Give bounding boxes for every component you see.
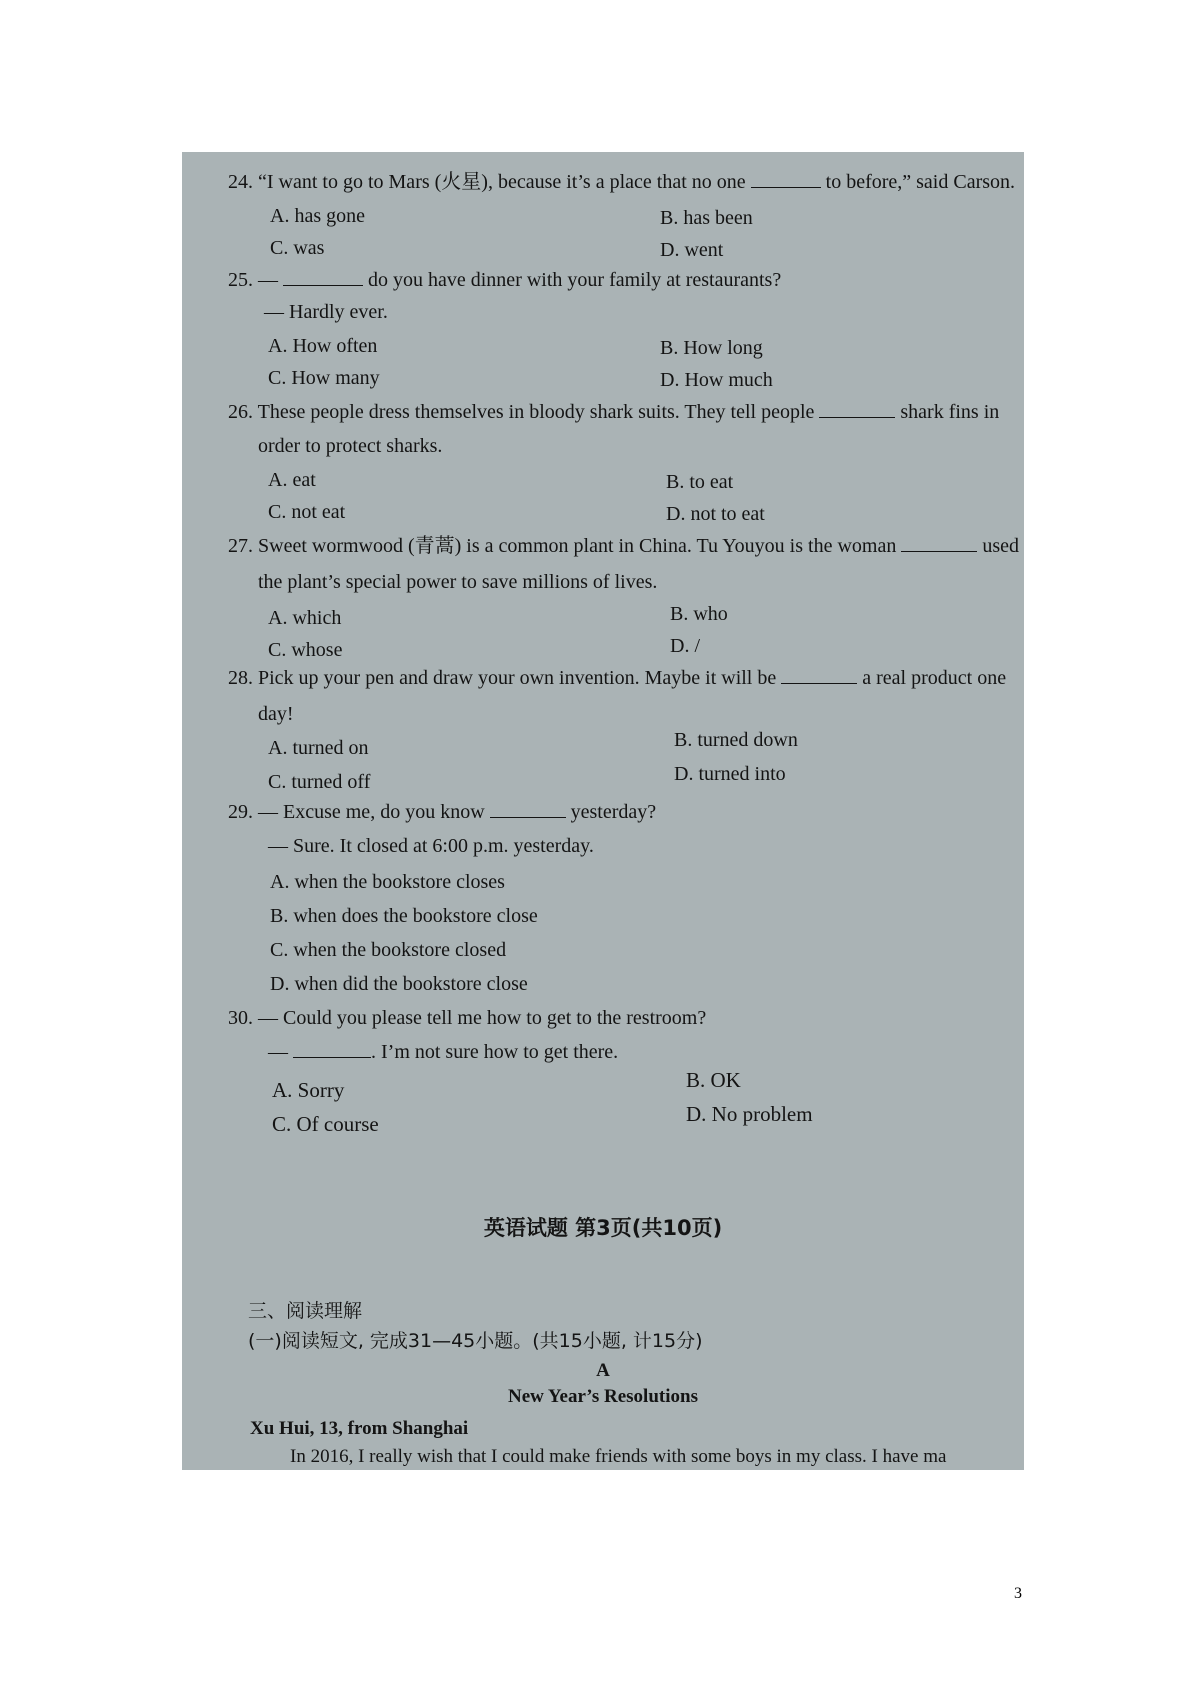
question-continuation: day! [258,703,294,725]
answer-blank [901,536,977,552]
question-number: 25. [228,269,253,291]
question-text: — Excuse me, do you know [258,801,485,823]
option-c: C. when the bookstore closed [270,939,507,961]
question-text: — Could you please tell me how to get to the restroom? [258,1007,707,1029]
question-text: Pick up your pen and draw your own invention. Maybe it will be [258,667,777,689]
page-number: 3 [1014,1585,1022,1602]
question-28 [228,668,1006,688]
option-c: C. Of course [272,1112,379,1136]
answer-blank [819,402,895,418]
option-d: D. went [660,239,724,261]
option-b: B. when does the bookstore close [270,905,538,927]
question-24 [228,172,1015,192]
option-d: D. when did the bookstore close [270,973,528,995]
option-a: A. eat [268,469,316,491]
answer-blank [283,270,363,286]
answer-blank [751,172,821,188]
option-b: B. turned down [674,729,798,751]
option-d: D. not to eat [666,503,765,525]
option-d: D. No problem [686,1102,813,1126]
question-text: These people dress themselves in bloody shark suits. They tell people [257,401,815,423]
reply-line: — Hardly ever. [264,301,388,323]
option-d: D. turned into [674,763,786,785]
scanned-exam-photo [182,152,1024,1470]
question-text: yesterday? [570,801,657,823]
option-a: A. How often [268,335,378,357]
question-text: shark fins in [900,401,1000,423]
option-c: C. was [270,237,325,259]
option-a: A. which [268,607,342,629]
question-29 [228,802,656,822]
passage-first-line: In 2016, I really wish that I could make friends with some boys in my class. I have ma [290,1446,947,1467]
exam-page-footer: 英语试题 第3页(共10页) [483,1216,723,1240]
question-number: 24. [228,171,253,193]
option-a: A. turned on [268,737,369,759]
section-instruction: (一)阅读短文, 完成31—45小题。(共15小题, 计15分) [248,1330,703,1352]
option-d: D. How much [660,369,773,391]
option-a: A. Sorry [272,1078,345,1102]
question-number: 26. [228,401,253,423]
option-c: C. not eat [268,501,346,523]
answer-blank [293,1042,371,1058]
dash: — [268,1041,288,1063]
question-number: 28. [228,667,253,689]
option-c: C. How many [268,367,380,389]
option-b: B. How long [660,337,763,359]
question-26 [228,402,999,422]
question-number: 27. [228,535,253,557]
answer-blank [490,802,566,818]
question-continuation: order to protect sharks. [258,435,443,457]
option-d: D. / [670,635,700,657]
reply-line: — Sure. It closed at 6:00 p.m. yesterday. [268,835,594,857]
question-text: do you have dinner with your family at restaurants? [368,269,782,291]
option-b: B. to eat [666,471,734,493]
option-b: B. who [670,603,728,625]
question-number: 29. [228,801,253,823]
question-text: to before,” said Carson. [825,171,1016,193]
option-b: B. has been [660,207,753,229]
question-30 [228,1008,706,1028]
option-c: C. turned off [268,771,371,793]
question-continuation: the plant’s special power to save millions of lives. [258,571,658,593]
option-c: C. whose [268,639,343,661]
question-text: — [258,269,278,291]
passage-letter: A [596,1360,610,1381]
question-25 [228,270,781,290]
passage-title: New Year’s Resolutions [508,1386,698,1407]
question-text: Sweet wormwood (青蒿) is a common plant in China. Tu Youyou is the woman [258,535,897,557]
reply-text: . I’m not sure how to get there. [371,1041,619,1063]
section-heading: 三、阅读理解 [248,1300,363,1322]
option-a: A. has gone [270,205,365,227]
question-27 [228,536,1019,556]
reply-line [268,1042,618,1062]
passage-author: Xu Hui, 13, from Shanghai [250,1418,469,1439]
option-b: B. OK [686,1068,741,1092]
question-text: “I want to go to Mars (火星), because it’s a place that no one [258,171,746,193]
question-text: used [982,535,1020,557]
question-number: 30. [228,1007,253,1029]
answer-blank [781,668,857,684]
question-text: a real product one [862,667,1007,689]
option-a: A. when the bookstore closes [270,871,505,893]
